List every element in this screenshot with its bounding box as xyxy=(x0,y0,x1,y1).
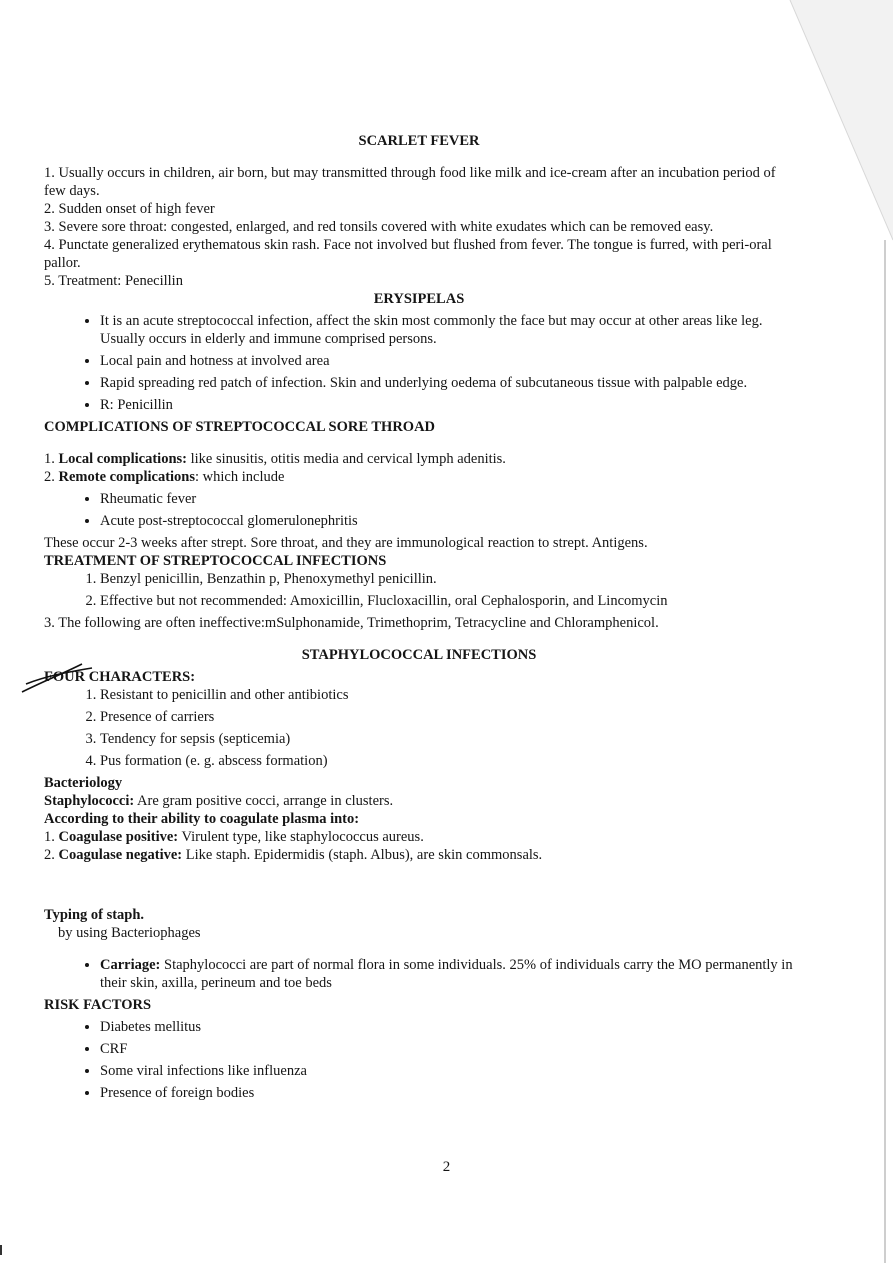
erysipelas-bullet: • R: Penicillin xyxy=(100,396,794,414)
coagulase-negative-number: 2. xyxy=(44,847,55,863)
coagulate-heading: According to their ability to coagulate plasma into: xyxy=(44,811,360,827)
coagulase-negative-text: Like staph. Epidermidis (staph. Albus), are skin commonsals. xyxy=(182,847,543,863)
risk-factors-heading: RISK FACTORS xyxy=(44,997,152,1013)
erysipelas-bullet: • Local pain and hotness at involved area xyxy=(100,352,794,370)
risk-factor-item: • Presence of foreign bodies xyxy=(100,1084,794,1102)
characters-label: CHARACTERS: xyxy=(85,669,196,685)
risk-factor-item: • Some viral infections like influenza xyxy=(100,1062,794,1080)
scarlet-item-2: 2. Sudden onset of high fever xyxy=(44,201,215,217)
erysipelas-list xyxy=(44,312,794,414)
coagulase-positive-text: Virulent type, like staphylococcus aureus. xyxy=(178,829,424,845)
scarlet-item-5: 5. Treatment: Penecillin xyxy=(44,273,183,289)
remote-complications-number: 2. xyxy=(44,469,55,485)
coagulase-positive-number: 1. xyxy=(44,829,55,845)
complications-title: COMPLICATIONS OF STREPTOCOCCAL SORE THROAD xyxy=(44,419,436,435)
characters-strikethrough xyxy=(44,668,85,686)
characters-strike-word: FOUR xyxy=(44,669,86,685)
local-complications-number: 1. xyxy=(44,451,55,467)
coagulase-positive-label: Coagulase positive: xyxy=(58,829,179,845)
coagulase-negative-line xyxy=(44,846,794,864)
character-item: 1. Resistant to penicillin and other antibiotics xyxy=(100,686,794,704)
staphylococci-label: Staphylococci: xyxy=(44,793,135,809)
treatment-item: 2. Effective but not recommended: Amoxicillin, Flucloxacillin, oral Cephalosporin, and Lincomycin xyxy=(100,592,794,610)
remote-complication-item: • Rheumatic fever xyxy=(100,490,794,508)
bacteriology-heading: Bacteriology xyxy=(44,775,123,791)
risk-factor-item: • Diabetes mellitus xyxy=(100,1018,794,1036)
scarlet-item-1: 1. Usually occurs in children, air born, but may transmitted through food like milk and ice-cream after an incubation period of few days. xyxy=(44,165,776,199)
carriage-item xyxy=(100,956,794,992)
typing-text: by using Bacteriophages xyxy=(58,925,201,941)
treatment-item-3: 3. The following are often ineffective:mSulphonamide, Trimethoprim, Tetracycline and Chloramphenicol. xyxy=(44,615,659,631)
character-item: 3. Tendency for sepsis (septicemia) xyxy=(100,730,794,748)
treatment-item: 1. Benzyl penicillin, Benzathin p, Phenoxymethyl penicillin. xyxy=(100,570,794,588)
carriage-label: Carriage: xyxy=(100,957,161,973)
carriage-text: Staphylococci are part of normal flora in some individuals. 25% of individuals carry the MO permanently in their skin, axilla, perineum and toe beds xyxy=(100,957,793,991)
staphylococci-text: Are gram positive cocci, arrange in clusters. xyxy=(134,793,394,809)
characters-list xyxy=(44,686,794,770)
local-complications-text: like sinusitis, otitis media and cervical lymph adenitis. xyxy=(186,451,506,467)
remote-complications-text: : which include xyxy=(195,469,285,485)
risk-factor-item: • CRF xyxy=(100,1040,794,1058)
typing-heading: Typing of staph. xyxy=(44,907,145,923)
scarlet-fever-title: SCARLET FEVER xyxy=(358,133,480,149)
remote-complications-list xyxy=(44,490,794,530)
remote-complications-label: Remote complications xyxy=(58,469,196,485)
carriage-list xyxy=(44,956,794,992)
staph-title: STAPHYLOCOCCAL INFECTIONS xyxy=(301,647,537,663)
scarlet-item-4: 4. Punctate generalized erythematous skin rash. Face not involved but flushed from fever. The tongue is furred, with peri-oral pallor. xyxy=(44,237,772,271)
character-item: 4. Pus formation (e. g. abscess formation) xyxy=(100,752,794,770)
scarlet-fever-list xyxy=(44,164,794,290)
erysipelas-title: ERYSIPELAS xyxy=(373,291,465,307)
staphylococci-line xyxy=(44,792,794,810)
remote-complications-line xyxy=(44,468,794,486)
remote-complication-item: • Acute post-streptococcal glomerulonephritis xyxy=(100,512,794,530)
characters-heading xyxy=(44,668,794,686)
page-number: 2 xyxy=(442,1159,451,1175)
erysipelas-bullet: • Rapid spreading red patch of infection. Skin and underlying oedema of subcutaneous tissue with palpable edge. xyxy=(100,374,794,392)
pen-strike-mark xyxy=(22,664,102,694)
erysipelas-bullet: • It is an acute streptococcal infection, affect the skin most commonly the face but may occur at other areas like leg. Usually occurs in elderly and immune comprised persons. xyxy=(100,312,794,348)
treatment-list xyxy=(44,570,794,610)
local-complications-label: Local complications: xyxy=(58,451,187,467)
complications-note: These occur 2-3 weeks after strept. Sore throat, and they are immunological reaction to strept. Antigens. xyxy=(44,535,648,551)
treatment-title: TREATMENT OF STREPTOCOCCAL INFECTIONS xyxy=(44,553,387,569)
coagulase-negative-label: Coagulase negative: xyxy=(58,847,183,863)
coagulase-positive-line xyxy=(44,828,794,846)
local-complications-line xyxy=(44,450,794,468)
scarlet-item-3: 3. Severe sore throat: congested, enlarged, and red tonsils covered with white exudates which can be removed easy. xyxy=(44,219,714,235)
risk-factors-list xyxy=(44,1018,794,1102)
page-content xyxy=(44,132,794,1106)
character-item: 2. Presence of carriers xyxy=(100,708,794,726)
